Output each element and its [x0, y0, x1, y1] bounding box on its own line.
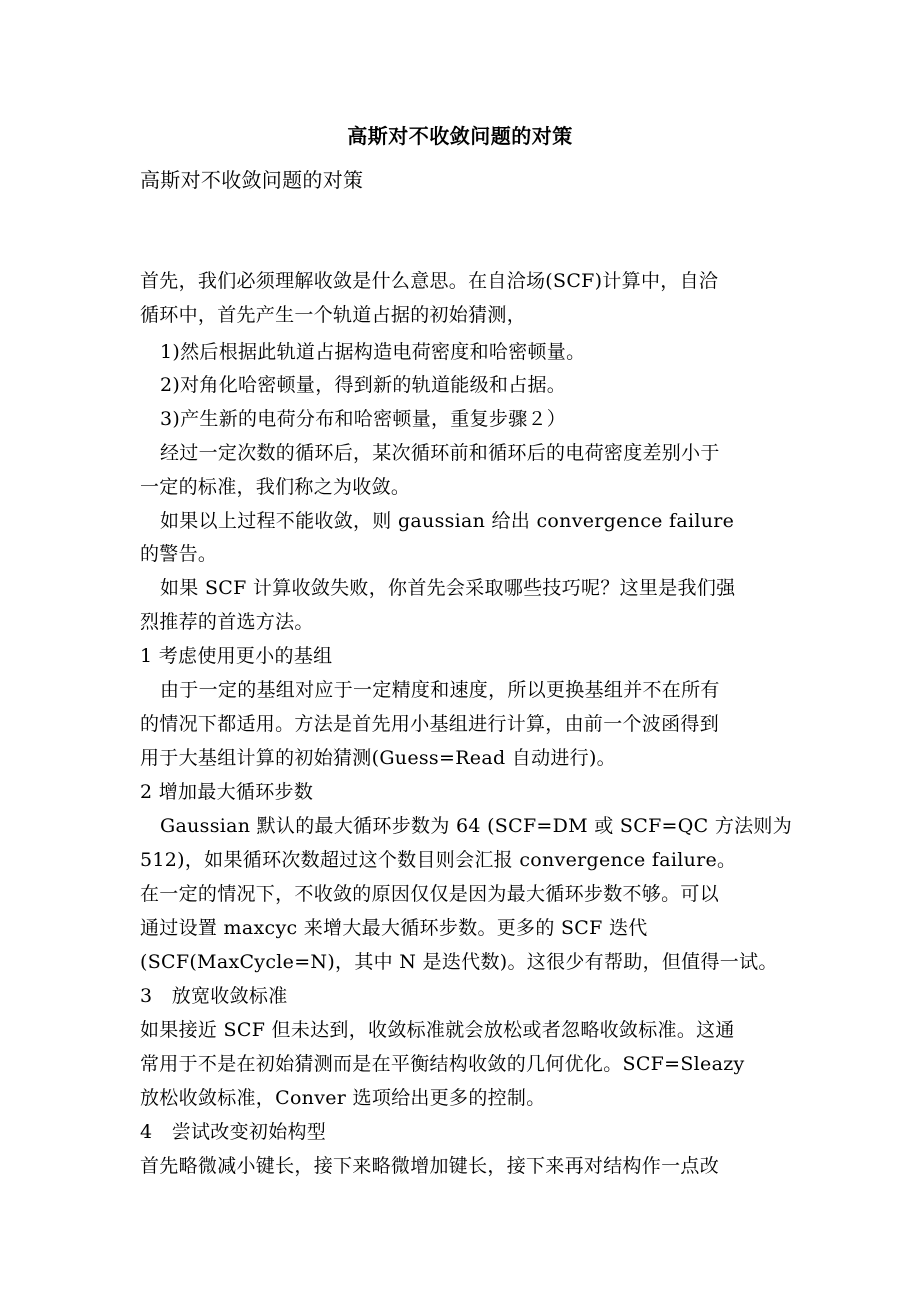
section-heading: 4 尝试改变初始构型 — [140, 1121, 327, 1143]
paragraph-line: 烈推荐的首选方法。 — [140, 611, 314, 633]
document-title: 高斯对不收敛问题的对策 — [347, 124, 573, 148]
document-subtitle: 高斯对不收敛问题的对策 — [140, 168, 364, 192]
paragraph-line: 的警告。 — [140, 543, 218, 565]
step-line: 1)然后根据此轨道占据构造电荷密度和哈密顿量。 — [160, 341, 586, 363]
paragraph-line: 用于大基组计算的初始猜测(Guess=Read 自动进行)。 — [140, 747, 616, 769]
paragraph-line: 如果以上过程不能收敛，则 gaussian 给出 convergence failure — [160, 510, 735, 532]
section-heading: 1 考虑使用更小的基组 — [140, 645, 333, 667]
step-line: 2)对角化哈密顿量，得到新的轨道能级和占据。 — [160, 374, 567, 396]
paragraph-line: 的情况下都适用。方法是首先用小基组进行计算，由前一个波函得到 — [140, 713, 720, 735]
section-heading: 3 放宽收敛标准 — [140, 985, 288, 1007]
paragraph-line: 首先，我们必须理解收敛是什么意思。在自洽场(SCF)计算中，自洽 — [140, 270, 719, 292]
paragraph-line: 首先略微减小键长，接下来略微增加键长，接下来再对结构作一点改 — [140, 1155, 720, 1177]
paragraph-line: 在一定的情况下，不收敛的原因仅仅是因为最大循环步数不够。可以 — [140, 883, 720, 905]
paragraph-line: (SCF(MaxCycle=N)，其中 N 是迭代数)。这很少有帮助，但值得一试。 — [140, 951, 778, 973]
paragraph-line: 经过一定次数的循环后，某次循环前和循环后的电荷密度差别小于 — [160, 442, 720, 464]
section-heading: 2 增加最大循环步数 — [140, 781, 314, 803]
paragraph-line: 如果接近 SCF 但未达到，收敛标准就会放松或者忽略收敛标准。这通 — [140, 1019, 735, 1041]
paragraph-line: 通过设置 maxcyc 来增大最大循环步数。更多的 SCF 迭代 — [140, 917, 648, 939]
paragraph-line: 512)，如果循环次数超过这个数目则会汇报 convergence failure。 — [140, 849, 737, 871]
paragraph-line: 循环中，首先产生一个轨道占据的初始猜测， — [140, 304, 527, 326]
paragraph-line: 放松收敛标准，Conver 选项给出更多的控制。 — [140, 1087, 546, 1109]
paragraph-line: 常用于不是在初始猜测而是在平衡结构收敛的几何优化。SCF=Sleazy — [140, 1053, 745, 1075]
paragraph-line: 由于一定的基组对应于一定精度和速度，所以更换基组并不在所有 — [160, 679, 720, 701]
paragraph-line: 如果 SCF 计算收敛失败，你首先会采取哪些技巧呢？这里是我们强 — [160, 577, 736, 599]
paragraph-line: 一定的标准，我们称之为收敛。 — [140, 476, 411, 498]
step-line: 3)产生新的电荷分布和哈密顿量，重复步骤２） — [160, 408, 567, 430]
paragraph-line: Gaussian 默认的最大循环步数为 64 (SCF=DM 或 SCF=QC 方法则为 — [160, 815, 793, 837]
